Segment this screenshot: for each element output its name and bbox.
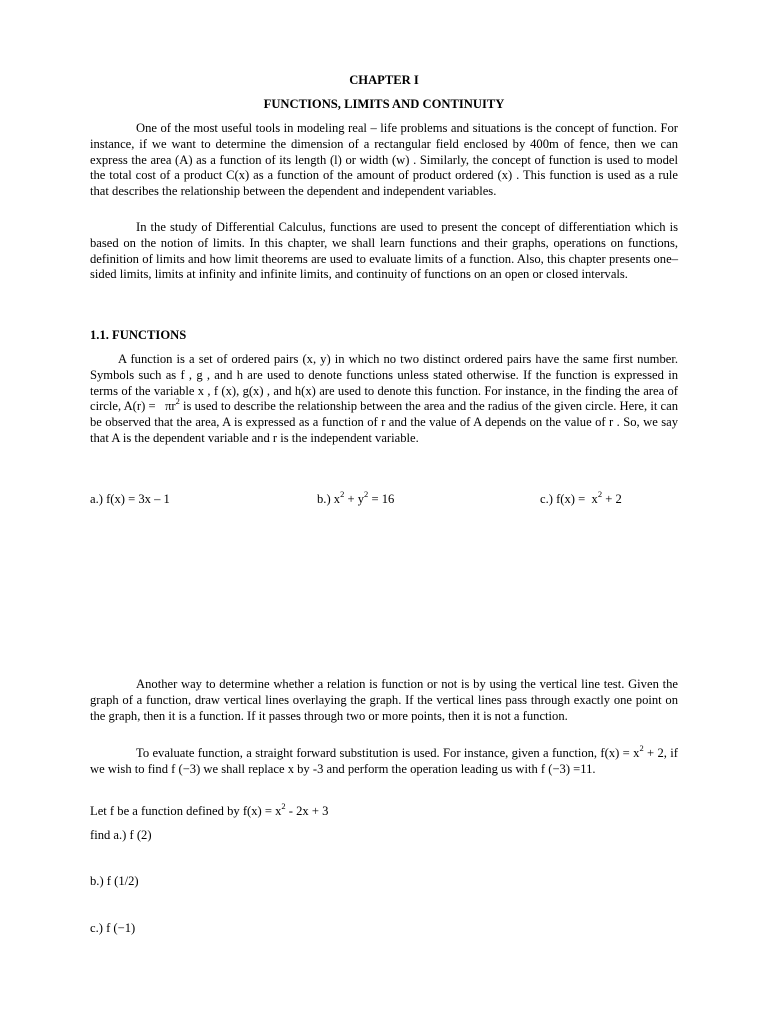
functions-paragraph-part1: A function is a set of ordered pairs (x, y) in which no two distinct ordered pairs have the same first number. Symbols such as f , g , and h are used to denote functions unless stated otherwise. If the function is expressed in terms of the variable x , f (x), g(x) , and h(x) are used to denote this function. For instance, in the finding the area of circle, A(r) = πr xyxy=(90,352,678,414)
evaluate-paragraph-part1: To evaluate function, a straight forward substitution is used. For instance, given a function, f(x) = x xyxy=(136,746,640,760)
exercise-statement-part1: Let f be a function defined by f(x) = x xyxy=(90,804,282,818)
chapter-title: FUNCTIONS, LIMITS AND CONTINUITY xyxy=(263,97,505,111)
functions-paragraph-part2: is used to describe the relationship between the area and the radius of the given circle. Here, it can be observed that the area, A is expressed as a function of r and the value of A depends on the value of r . So, we say that A is the dependent variable and r is the independent variable. xyxy=(90,399,678,445)
superscript: 2 xyxy=(340,488,345,499)
example-b-part3: = 16 xyxy=(368,492,395,506)
vertical-line-test-paragraph: Another way to determine whether a relation is function or not is by using the vertical line test. Given the graph of a function, draw vertical lines overlaying the graph. If the vertical lines pass through exactly one point on the graph, then it is a function. If it passes through two or more points, then it is not a function. xyxy=(90,677,678,723)
intro-paragraph-1: One of the most useful tools in modeling real – life problems and situations is the concept of function. For instance, if we want to determine the dimension of a rectangular field enclosed by 400m of fence, then we can express the area (A) as a function of its length (l) or width (w) . Similarly, the concept of function is used to model the total cost of a product C(x) as a function of the amount of product ordered (x) . This function is used as a rule that describes the relationship between the dependent and independent variables. xyxy=(90,121,678,199)
chapter-label: CHAPTER I xyxy=(349,73,419,87)
functions-paragraph xyxy=(90,352,678,447)
superscript: 2 xyxy=(364,488,369,499)
superscript: 2 xyxy=(597,488,603,499)
exercise-item-a: find a.) f (2) xyxy=(90,828,152,842)
example-c-part1: c.) f(x) = x xyxy=(540,492,598,506)
intro-paragraph-2: In the study of Differential Calculus, functions are used to present the concept of differentiation which is based on the notion of limits. In this chapter, we shall learn functions and their graphs, operations on functions, definition of limits and how limit theorems are used to evaluate limits of a function. Also, this chapter presents one–sided limits, limits at infinity and infinite limits, and continuity of functions on an open or closed intervals. xyxy=(90,220,678,282)
example-b-part2: + y xyxy=(344,492,365,506)
evaluate-paragraph-part2: + 2, if we wish to find f (−3) we shall replace x by -3 and perform the operation leading us with f (−3) =11. xyxy=(90,746,679,776)
example-c-part2: + 2 xyxy=(602,492,622,506)
section-heading: 1.1. FUNCTIONS xyxy=(90,328,187,342)
exercise-item-b: b.) f (1/2) xyxy=(90,874,139,888)
superscript: 2 xyxy=(281,800,286,811)
exercise-statement xyxy=(90,800,329,820)
superscript: 2 xyxy=(639,742,644,753)
example-b xyxy=(317,488,395,508)
exercise-item-c: c.) f (−1) xyxy=(90,921,136,935)
example-b-part1: b.) x xyxy=(317,492,341,506)
example-a: a.) f(x) = 3x – 1 xyxy=(90,492,170,506)
evaluate-function-paragraph xyxy=(90,742,679,778)
examples-row xyxy=(90,488,678,508)
exercise-statement-part2: - 2x + 3 xyxy=(285,804,329,818)
example-c xyxy=(540,488,622,508)
superscript: 2 xyxy=(175,396,180,407)
